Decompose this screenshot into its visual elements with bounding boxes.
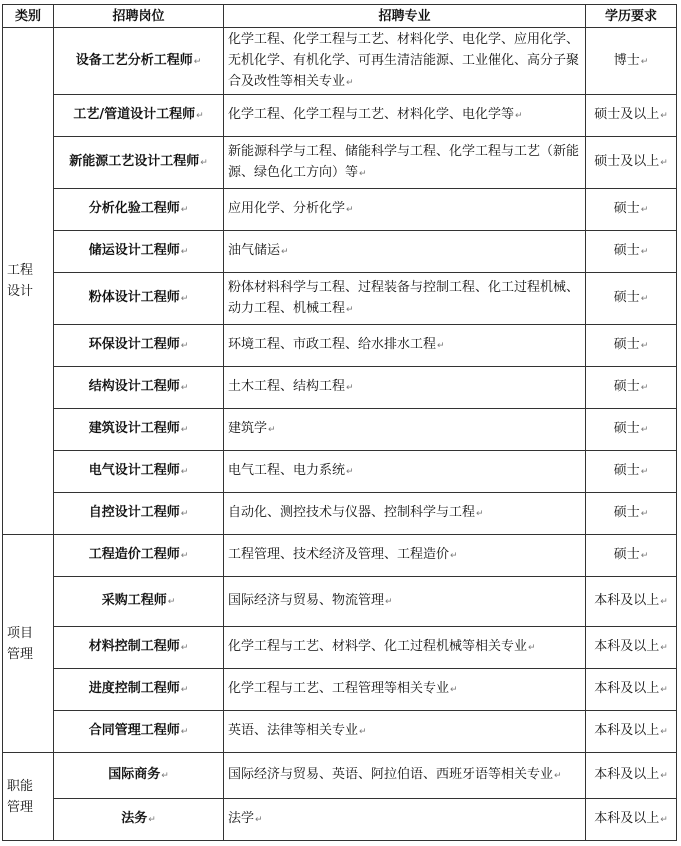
position-text: 进度控制工程师 bbox=[88, 681, 180, 696]
position-text: 材料控制工程师 bbox=[88, 639, 180, 654]
position-cell bbox=[54, 669, 224, 711]
paragraph-mark: ↵ bbox=[515, 111, 523, 121]
paragraph-mark: ↵ bbox=[148, 815, 156, 825]
paragraph-mark: ↵ bbox=[385, 597, 393, 607]
position-text: 建筑设计工程师 bbox=[88, 421, 180, 436]
major-cell bbox=[224, 669, 586, 711]
position-text: 分析化验工程师 bbox=[88, 201, 180, 216]
paragraph-mark: ↵ bbox=[180, 727, 189, 737]
education-text: 硕士 bbox=[613, 505, 640, 520]
position-text: 合同管理工程师 bbox=[88, 723, 180, 738]
position-cell bbox=[54, 493, 224, 535]
major-cell bbox=[224, 137, 586, 189]
table-row bbox=[3, 367, 677, 409]
table-row bbox=[3, 451, 677, 493]
position-cell bbox=[54, 137, 224, 189]
position-text: 结构设计工程师 bbox=[88, 379, 180, 394]
paragraph-mark: ↵ bbox=[660, 643, 668, 653]
education-cell bbox=[586, 367, 677, 409]
paragraph-mark: ↵ bbox=[660, 815, 668, 825]
education-cell bbox=[586, 409, 677, 451]
major-cell bbox=[224, 273, 586, 325]
paragraph-mark: ↵ bbox=[346, 467, 354, 477]
education-text: 硕士 bbox=[613, 463, 640, 478]
paragraph-mark: ↵ bbox=[180, 341, 189, 351]
paragraph-mark: ↵ bbox=[660, 685, 668, 695]
paragraph-mark: ↵ bbox=[180, 383, 189, 393]
major-text: 粉体材料科学与工程、过程装备与控制工程、化工过程机械、动力工程、机械工程 bbox=[228, 279, 580, 316]
education-cell bbox=[586, 189, 677, 231]
paragraph-mark: ↵ bbox=[640, 509, 649, 519]
major-text: 新能源科学与工程、储能科学与工程、化学工程与工艺（新能源、绿色化工方向）等 bbox=[228, 143, 580, 180]
paragraph-mark: ↵ bbox=[359, 168, 367, 179]
table-row bbox=[3, 627, 677, 669]
table-row bbox=[3, 95, 677, 137]
header-major: 招聘专业 bbox=[224, 5, 586, 28]
table-row bbox=[3, 493, 677, 535]
education-cell bbox=[586, 137, 677, 189]
education-cell bbox=[586, 231, 677, 273]
table-row bbox=[3, 799, 677, 841]
position-cell bbox=[54, 451, 224, 493]
position-text: 储运设计工程师 bbox=[88, 243, 180, 258]
paragraph-mark: ↵ bbox=[640, 294, 649, 304]
position-cell bbox=[54, 189, 224, 231]
paragraph-mark: ↵ bbox=[180, 509, 189, 519]
major-text: 土木工程、结构工程 bbox=[228, 379, 346, 394]
table-row bbox=[3, 137, 677, 189]
education-cell bbox=[586, 627, 677, 669]
major-text: 化学工程与工艺、工程管理等相关专业 bbox=[228, 681, 450, 696]
header-education: 学历要求 bbox=[586, 5, 677, 28]
position-text: 法务 bbox=[121, 811, 148, 826]
education-cell bbox=[586, 95, 677, 137]
major-cell bbox=[224, 409, 586, 451]
paragraph-mark: ↵ bbox=[268, 425, 276, 435]
major-cell bbox=[224, 711, 586, 753]
major-cell bbox=[224, 95, 586, 137]
education-cell bbox=[586, 799, 677, 841]
paragraph-mark: ↵ bbox=[528, 643, 536, 653]
category-line: 工程 bbox=[7, 263, 34, 278]
position-cell bbox=[54, 273, 224, 325]
table-body bbox=[3, 28, 677, 841]
table-row bbox=[3, 535, 677, 577]
paragraph-mark: ↵ bbox=[476, 509, 484, 519]
paragraph-mark: ↵ bbox=[437, 341, 445, 351]
major-text: 法学 bbox=[228, 811, 255, 826]
position-cell bbox=[54, 711, 224, 753]
education-cell bbox=[586, 669, 677, 711]
category-line: 项目 bbox=[7, 625, 34, 641]
major-text: 环境工程、市政工程、给水排水工程 bbox=[228, 337, 437, 352]
table-row bbox=[3, 28, 677, 95]
position-text: 粉体设计工程师 bbox=[88, 290, 180, 305]
paragraph-mark: ↵ bbox=[255, 815, 263, 825]
education-cell bbox=[586, 753, 677, 799]
position-cell bbox=[54, 627, 224, 669]
table-row bbox=[3, 577, 677, 627]
position-text: 新能源工艺设计工程师 bbox=[69, 154, 200, 169]
paragraph-mark: ↵ bbox=[180, 551, 189, 561]
category-line: 管理 bbox=[7, 799, 34, 815]
position-text: 自控设计工程师 bbox=[88, 505, 180, 520]
education-text: 硕士 bbox=[613, 290, 640, 305]
position-text: 设备工艺分析工程师 bbox=[75, 52, 193, 68]
major-cell bbox=[224, 325, 586, 367]
education-cell bbox=[586, 577, 677, 627]
table-row bbox=[3, 231, 677, 273]
paragraph-mark: ↵ bbox=[554, 771, 562, 781]
education-text: 博士 bbox=[613, 52, 640, 68]
education-text: 硕士 bbox=[613, 421, 640, 436]
education-text: 本科及以上 bbox=[594, 593, 660, 608]
major-text: 化学工程与工艺、材料学、化工过程机械等相关专业 bbox=[228, 639, 528, 654]
education-cell bbox=[586, 273, 677, 325]
paragraph-mark: ↵ bbox=[180, 467, 189, 477]
education-text: 本科及以上 bbox=[594, 681, 660, 696]
education-cell bbox=[586, 493, 677, 535]
education-text: 本科及以上 bbox=[594, 723, 660, 738]
position-cell bbox=[54, 28, 224, 95]
major-text: 电气工程、电力系统 bbox=[228, 463, 346, 478]
position-text: 环保设计工程师 bbox=[88, 337, 180, 352]
education-text: 硕士 bbox=[613, 201, 640, 216]
paragraph-mark: ↵ bbox=[359, 727, 367, 737]
paragraph-mark: ↵ bbox=[660, 597, 668, 607]
education-text: 本科及以上 bbox=[594, 811, 660, 826]
position-cell bbox=[54, 753, 224, 799]
paragraph-mark: ↵ bbox=[346, 304, 354, 315]
table-header bbox=[3, 5, 677, 28]
paragraph-mark: ↵ bbox=[660, 111, 668, 121]
table-row bbox=[3, 273, 677, 325]
position-cell bbox=[54, 231, 224, 273]
paragraph-mark: ↵ bbox=[167, 597, 176, 607]
education-text: 本科及以上 bbox=[594, 767, 660, 782]
paragraph-mark: ↵ bbox=[180, 294, 189, 304]
paragraph-mark: ↵ bbox=[640, 56, 649, 67]
category-cell bbox=[3, 753, 54, 841]
major-text: 应用化学、分析化学 bbox=[228, 201, 346, 216]
paragraph-mark: ↵ bbox=[193, 56, 202, 67]
major-cell bbox=[224, 189, 586, 231]
major-cell bbox=[224, 753, 586, 799]
category-line: 设计 bbox=[7, 284, 34, 299]
header-position: 招聘岗位 bbox=[54, 5, 224, 28]
paragraph-mark: ↵ bbox=[640, 425, 649, 435]
recruitment-table bbox=[2, 4, 677, 841]
paragraph-mark: ↵ bbox=[281, 247, 289, 257]
header-category: 类别 bbox=[3, 5, 54, 28]
paragraph-mark: ↵ bbox=[161, 771, 169, 781]
paragraph-mark: ↵ bbox=[180, 643, 189, 653]
education-cell bbox=[586, 28, 677, 95]
position-text: 工艺/管道设计工程师 bbox=[73, 107, 196, 122]
major-text: 国际经济与贸易、物流管理 bbox=[228, 593, 385, 608]
paragraph-mark: ↵ bbox=[660, 771, 668, 781]
position-cell bbox=[54, 95, 224, 137]
paragraph-mark: ↵ bbox=[346, 205, 354, 215]
education-text: 硕士及以上 bbox=[594, 154, 660, 169]
major-text: 英语、法律等相关专业 bbox=[228, 723, 359, 738]
education-text: 本科及以上 bbox=[594, 639, 660, 654]
category-line: 职能 bbox=[7, 778, 34, 794]
education-text: 硕士 bbox=[613, 379, 640, 394]
position-cell bbox=[54, 577, 224, 627]
paragraph-mark: ↵ bbox=[180, 205, 189, 215]
major-cell bbox=[224, 231, 586, 273]
category-line: 管理 bbox=[7, 646, 34, 662]
paragraph-mark: ↵ bbox=[180, 425, 189, 435]
major-text: 化学工程、化学工程与工艺、材料化学、电化学等 bbox=[228, 107, 515, 122]
table-row bbox=[3, 325, 677, 367]
table-row bbox=[3, 409, 677, 451]
major-text: 国际经济与贸易、英语、阿拉伯语、西班牙语等相关专业 bbox=[228, 767, 554, 782]
major-cell bbox=[224, 799, 586, 841]
major-cell bbox=[224, 451, 586, 493]
major-cell bbox=[224, 535, 586, 577]
position-text: 工程造价工程师 bbox=[88, 547, 180, 562]
paragraph-mark: ↵ bbox=[196, 111, 204, 121]
category-cell bbox=[3, 28, 54, 535]
table-row bbox=[3, 189, 677, 231]
table-row bbox=[3, 669, 677, 711]
education-cell bbox=[586, 451, 677, 493]
education-text: 硕士及以上 bbox=[594, 107, 660, 122]
table-row bbox=[3, 711, 677, 753]
major-cell bbox=[224, 28, 586, 95]
paragraph-mark: ↵ bbox=[660, 158, 668, 168]
major-text: 化学工程、化学工程与工艺、材料化学、电化学、应用化学、无机化学、有机化学、可再生清洁能源、工业催化、高分子聚合及改性等相关专业 bbox=[228, 31, 580, 89]
education-cell bbox=[586, 325, 677, 367]
position-cell bbox=[54, 799, 224, 841]
paragraph-mark: ↵ bbox=[660, 727, 668, 737]
paragraph-mark: ↵ bbox=[640, 247, 649, 257]
paragraph-mark: ↵ bbox=[450, 551, 458, 561]
education-text: 硕士 bbox=[613, 337, 640, 352]
paragraph-mark: ↵ bbox=[640, 341, 649, 351]
paragraph-mark: ↵ bbox=[640, 551, 649, 561]
education-cell bbox=[586, 535, 677, 577]
header-row bbox=[3, 5, 677, 28]
paragraph-mark: ↵ bbox=[180, 247, 189, 257]
major-cell bbox=[224, 367, 586, 409]
major-text: 建筑学 bbox=[228, 421, 268, 436]
position-cell bbox=[54, 325, 224, 367]
paragraph-mark: ↵ bbox=[180, 685, 189, 695]
education-text: 硕士 bbox=[613, 243, 640, 258]
major-cell bbox=[224, 627, 586, 669]
paragraph-mark: ↵ bbox=[346, 383, 354, 393]
education-cell bbox=[586, 711, 677, 753]
education-text: 硕士 bbox=[613, 547, 640, 562]
paragraph-mark: ↵ bbox=[640, 383, 649, 393]
major-cell bbox=[224, 577, 586, 627]
major-text: 油气储运 bbox=[228, 243, 281, 258]
paragraph-mark: ↵ bbox=[450, 685, 458, 695]
position-cell bbox=[54, 367, 224, 409]
paragraph-mark: ↵ bbox=[200, 158, 208, 168]
position-text: 电气设计工程师 bbox=[88, 463, 180, 478]
category-cell bbox=[3, 535, 54, 753]
position-text: 采购工程师 bbox=[101, 593, 167, 608]
position-cell bbox=[54, 535, 224, 577]
position-text: 国际商务 bbox=[108, 767, 161, 782]
major-text: 自动化、测控技术与仪器、控制科学与工程 bbox=[228, 505, 476, 520]
major-cell bbox=[224, 493, 586, 535]
major-text: 工程管理、技术经济及管理、工程造价 bbox=[228, 547, 450, 562]
table-row bbox=[3, 753, 677, 799]
position-cell bbox=[54, 409, 224, 451]
paragraph-mark: ↵ bbox=[346, 77, 354, 88]
paragraph-mark: ↵ bbox=[640, 205, 649, 215]
paragraph-mark: ↵ bbox=[640, 467, 649, 477]
